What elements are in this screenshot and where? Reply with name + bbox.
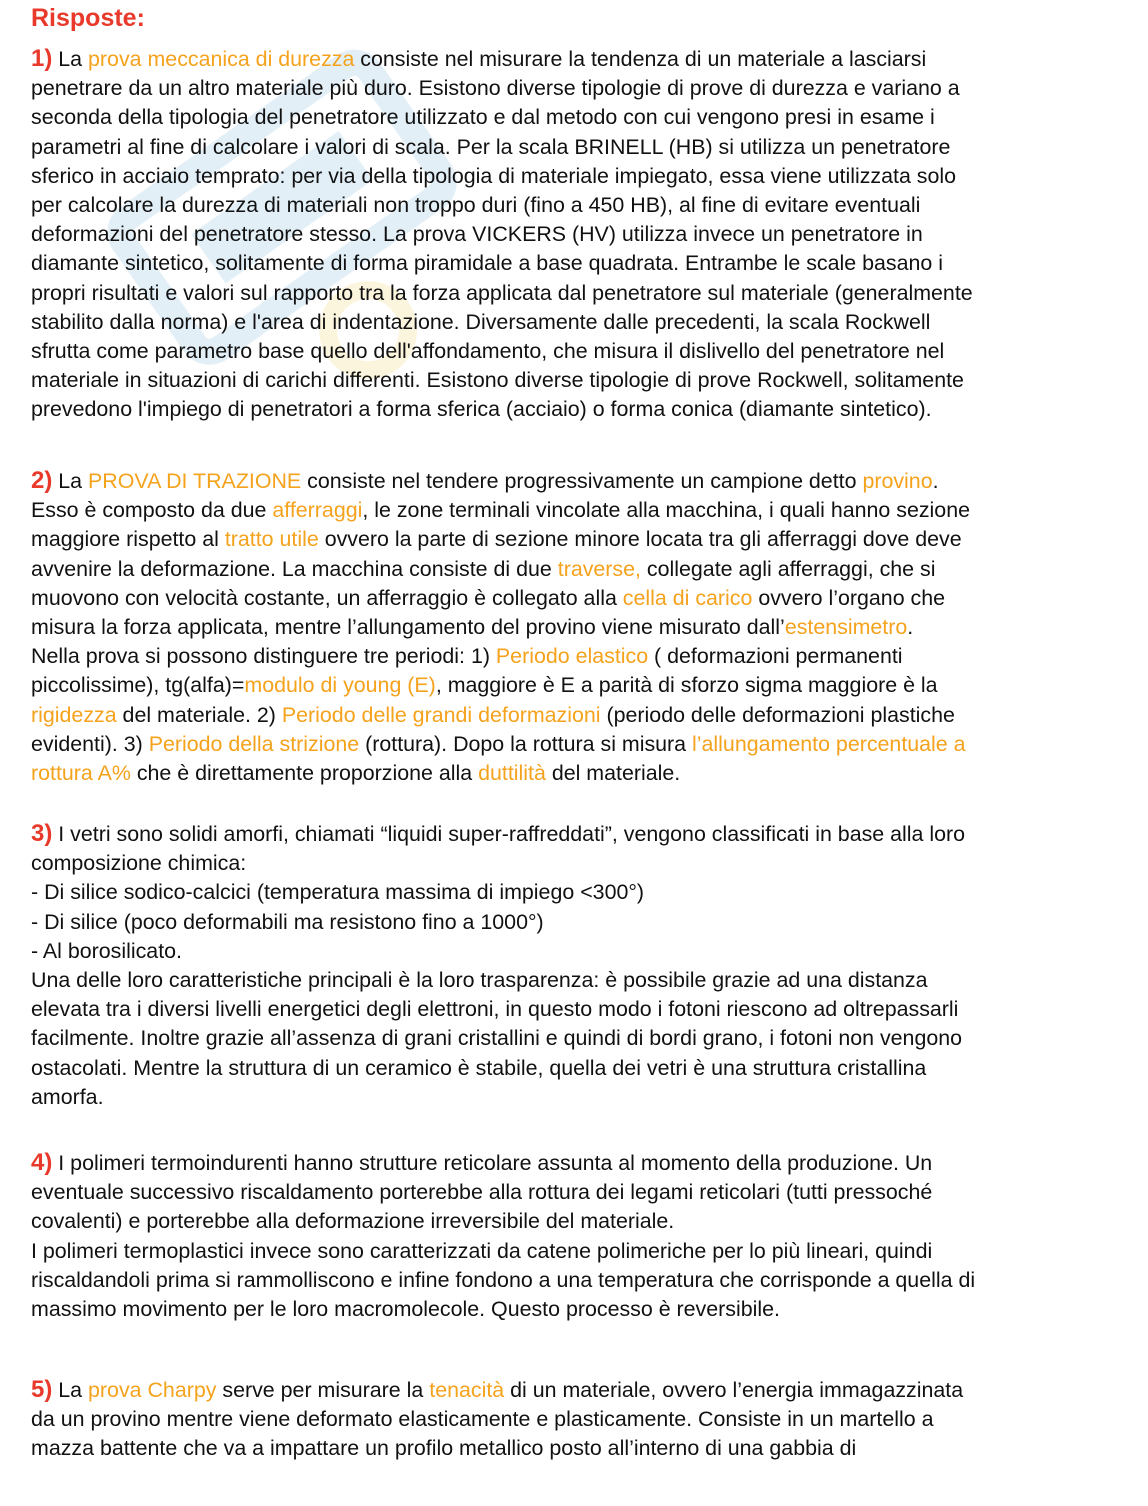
answer-line	[31, 613, 1121, 642]
answer-4	[31, 1148, 1121, 1324]
answer-number: 3)	[31, 820, 53, 847]
answer-line	[31, 249, 1121, 278]
text-run: piccolissime), tg(alfa)=	[31, 673, 245, 698]
text-run: massimo movimento per le loro macromolecole. Questo processo è reversibile.	[31, 1297, 780, 1322]
text-run: avvenire la deformazione. La macchina consiste di due	[31, 556, 558, 581]
answer-line	[31, 466, 1121, 496]
text-run: del materiale.	[545, 761, 681, 786]
text-run: Nella prova si possono distinguere tre periodi: 1)	[31, 644, 496, 669]
text-run: amorfa.	[31, 1084, 104, 1109]
text-run: eventuale successivo riscaldamento porterebbe alla rottura dei legami reticolari (tutti pressoché	[31, 1180, 933, 1205]
highlighted-term: Periodo della strizione	[148, 731, 360, 756]
text-run: da un provino mentre viene deformato elasticamente e plasticamente. Consiste in un martello a	[31, 1407, 934, 1432]
text-run: deformazioni del penetratore stesso. La prova VICKERS (HV) utilizza invece un penetratore in	[31, 222, 923, 247]
text-run: seconda della tipologia del penetratore utilizzato e dal metodo con cui vengono presi in esame i	[31, 105, 935, 130]
answer-line	[31, 1024, 1121, 1053]
text-run: , le zone terminali vincolate alla macchina, i quali hanno sezione	[362, 498, 970, 523]
answer-line	[31, 849, 1121, 878]
text-run: facilmente. Inoltre grazie all’assenza di grani cristallini e quindi di bordi grano, i fotoni non vengono	[31, 1026, 963, 1051]
text-run: evidenti). 3)	[31, 731, 149, 756]
answer-5	[31, 1375, 1121, 1464]
text-run: mazza battente che va a impattare un profilo metallico posto all’interno di una gabbia di	[31, 1436, 857, 1461]
text-run: elevata tra i diversi livelli energetici degli elettroni, in questo modo i fotoni riescono ad oltrepassarli	[31, 997, 959, 1022]
text-run: ovvero l’organo che	[752, 585, 946, 610]
answer-line	[31, 701, 1121, 730]
text-run: .	[907, 615, 914, 640]
answer-line	[31, 496, 1121, 525]
highlighted-term: tratto utile	[224, 527, 319, 552]
text-run: sfrutta come parametro base quello dell'affondamento, che misura il dislivello del penetratore nel	[31, 339, 945, 364]
highlighted-term: prova Charpy	[88, 1378, 217, 1402]
answer-number: 2)	[31, 467, 53, 494]
text-run: per calcolare la durezza di materiali non troppo duri (fino a 450 HB), al fine di evitare eventuali	[31, 193, 921, 218]
text-run: prevedono l'impiego di penetratori a forma sferica (acciaio) o forma conica (diamante sintetico).	[31, 397, 932, 422]
answer-line	[31, 1178, 1121, 1207]
answer-line	[31, 1237, 1121, 1266]
text-run: covalenti) e porterebbe alla deformazione irreversibile del materiale.	[31, 1209, 675, 1234]
text-run: muovono con velocità costante, un afferraggio è collegato alla	[31, 585, 623, 610]
answer-number: 4)	[31, 1149, 53, 1176]
text-run: del materiale. 2)	[116, 702, 282, 727]
page-title: Risposte:	[31, 4, 145, 32]
answer-line	[31, 279, 1121, 308]
answer-number: 1)	[31, 45, 53, 72]
answer-line	[31, 1054, 1121, 1083]
answer-line	[31, 74, 1121, 103]
highlighted-term: provino	[862, 469, 933, 493]
highlighted-term: traverse,	[557, 556, 641, 581]
answer-line	[31, 642, 1121, 671]
answer-line	[31, 878, 1121, 907]
answer-line	[31, 584, 1121, 613]
highlighted-term: prova meccanica di durezza	[88, 47, 355, 71]
highlighted-term: modulo di young (E)	[244, 673, 436, 698]
text-run: I polimeri termoplastici invece sono caratterizzati da catene polimeriche per lo più lineari, quindi	[31, 1238, 933, 1263]
answer-number: 5)	[31, 1376, 53, 1403]
text-run: La	[52, 469, 89, 493]
highlighted-term: tenacità	[429, 1378, 505, 1402]
answer-line	[31, 103, 1121, 132]
text-run: - Di silice (poco deformabili ma resistono fino a 1000°)	[31, 909, 544, 934]
answer-line	[31, 395, 1121, 424]
text-run: consiste nel misurare la tendenza di un materiale a lasciarsi	[354, 47, 927, 71]
answer-3	[31, 819, 1121, 1112]
answer-line	[31, 995, 1121, 1024]
answer-line	[31, 1148, 1121, 1178]
highlighted-term: duttilità	[478, 761, 546, 786]
text-run: La	[52, 47, 89, 71]
text-run: misura la forza applicata, mentre l’allungamento del provino viene misurato dall’	[31, 615, 785, 640]
text-run: diamante sintetico, solitamente di forma piramidale a base quadrata. Entrambe le scale basano i	[31, 251, 943, 276]
answer-line	[31, 525, 1121, 554]
answer-line	[31, 366, 1121, 395]
answer-line	[31, 308, 1121, 337]
answer-line	[31, 966, 1121, 995]
text-run: I polimeri termoindurenti hanno strutture reticolare assunta al momento della produzione. Un	[52, 1151, 933, 1175]
answer-line	[31, 1434, 1121, 1463]
text-run: sferico in acciaio temprato: per via della tipologia di materiale impiegato, essa viene utilizzata solo	[31, 163, 957, 188]
text-run: materiale in situazioni di carichi differenti. Esistono diverse tipologie di prove Rockwell, solitamente	[31, 368, 964, 393]
answer-line	[31, 555, 1121, 584]
text-run: riscaldandoli prima si rammolliscono e infine fondono a una temperatura che corrisponde a quella di	[31, 1267, 976, 1292]
text-run: (periodo delle deformazioni plastiche	[600, 702, 955, 727]
highlighted-term: l’allungamento percentuale a	[692, 731, 966, 756]
answer-line	[31, 819, 1121, 849]
answer-line	[31, 337, 1121, 366]
text-run: (rottura). Dopo la rottura si misura	[359, 731, 693, 756]
highlighted-term: estensimetro	[784, 615, 908, 640]
answer-line	[31, 191, 1121, 220]
answer-line	[31, 1405, 1121, 1434]
answer-line	[31, 220, 1121, 249]
answer-line	[31, 730, 1121, 759]
answer-line	[31, 1295, 1121, 1324]
answer-line	[31, 1266, 1121, 1295]
highlighted-term: afferraggi	[272, 498, 363, 523]
answer-line	[31, 162, 1121, 191]
text-run: - Di silice sodico-calcici (temperatura massima di impiego <300°)	[31, 880, 645, 905]
text-run: Una delle loro caratteristiche principali è la loro trasparenza: è possibile grazie ad una distanza	[31, 968, 928, 993]
text-run: ostacolati. Mentre la struttura di un ceramico è stabile, quella dei vetri è una struttura cristallina	[31, 1055, 927, 1080]
answer-line	[31, 759, 1121, 788]
text-run: parametri al fine di calcolare i valori di scala. Per la scala BRINELL (HB) si utilizza un penetratore	[31, 134, 951, 159]
text-run: composizione chimica:	[31, 851, 247, 876]
answer-line	[31, 671, 1121, 700]
text-run: penetrare da un altro materiale più duro. Esistono diverse tipologie di prove di durezza e variano a	[31, 76, 960, 101]
answer-line	[31, 1375, 1121, 1405]
answer-line	[31, 908, 1121, 937]
text-run: ovvero la parte di sezione minore locata tra gli afferraggi dove deve	[318, 527, 962, 552]
answer-2	[31, 466, 1121, 788]
text-run: La	[52, 1378, 89, 1402]
text-run: propri risultati e valori sul rapporto tra la forza applicata dal penetratore sul materiale (generalmente	[31, 280, 973, 305]
highlighted-term: rottura A%	[31, 761, 131, 786]
highlighted-term: rigidezza	[31, 702, 117, 727]
text-run: consiste nel tendere progressivamente un campione detto	[301, 469, 863, 493]
answer-line	[31, 1083, 1121, 1112]
highlighted-term: Periodo elastico	[495, 644, 649, 669]
answer-line	[31, 133, 1121, 162]
text-run: maggiore rispetto al	[31, 527, 225, 552]
text-run: collegate agli afferraggi, che si	[640, 556, 936, 581]
text-run: Esso è composto da due	[31, 498, 273, 523]
text-run: - Al borosilicato.	[31, 938, 182, 963]
answer-line	[31, 937, 1121, 966]
text-run: .	[932, 469, 939, 493]
highlighted-term: PROVA DI TRAZIONE	[88, 469, 302, 493]
text-run: che è direttamente proporzione alla	[130, 761, 479, 786]
text-run: serve per misurare la	[216, 1378, 430, 1402]
answer-line	[31, 1207, 1121, 1236]
highlighted-term: Periodo delle grandi deformazioni	[281, 702, 601, 727]
highlighted-term: cella di carico	[622, 585, 753, 610]
answer-1	[31, 44, 1121, 425]
text-run: stabilito dalla norma) e l'area di indentazione. Diversamente dalle precedenti, la scala Rockwell	[31, 309, 931, 334]
answer-line	[31, 44, 1121, 74]
text-run: ( deformazioni permanenti	[648, 644, 903, 669]
text-run: , maggiore è E a parità di sforzo sigma maggiore è la	[435, 673, 938, 698]
text-run: di un materiale, ovvero l’energia immagazzinata	[504, 1378, 964, 1402]
text-run: I vetri sono solidi amorfi, chiamati “liquidi super-raffreddati”, vengono classificati in base alla loro	[52, 822, 966, 846]
